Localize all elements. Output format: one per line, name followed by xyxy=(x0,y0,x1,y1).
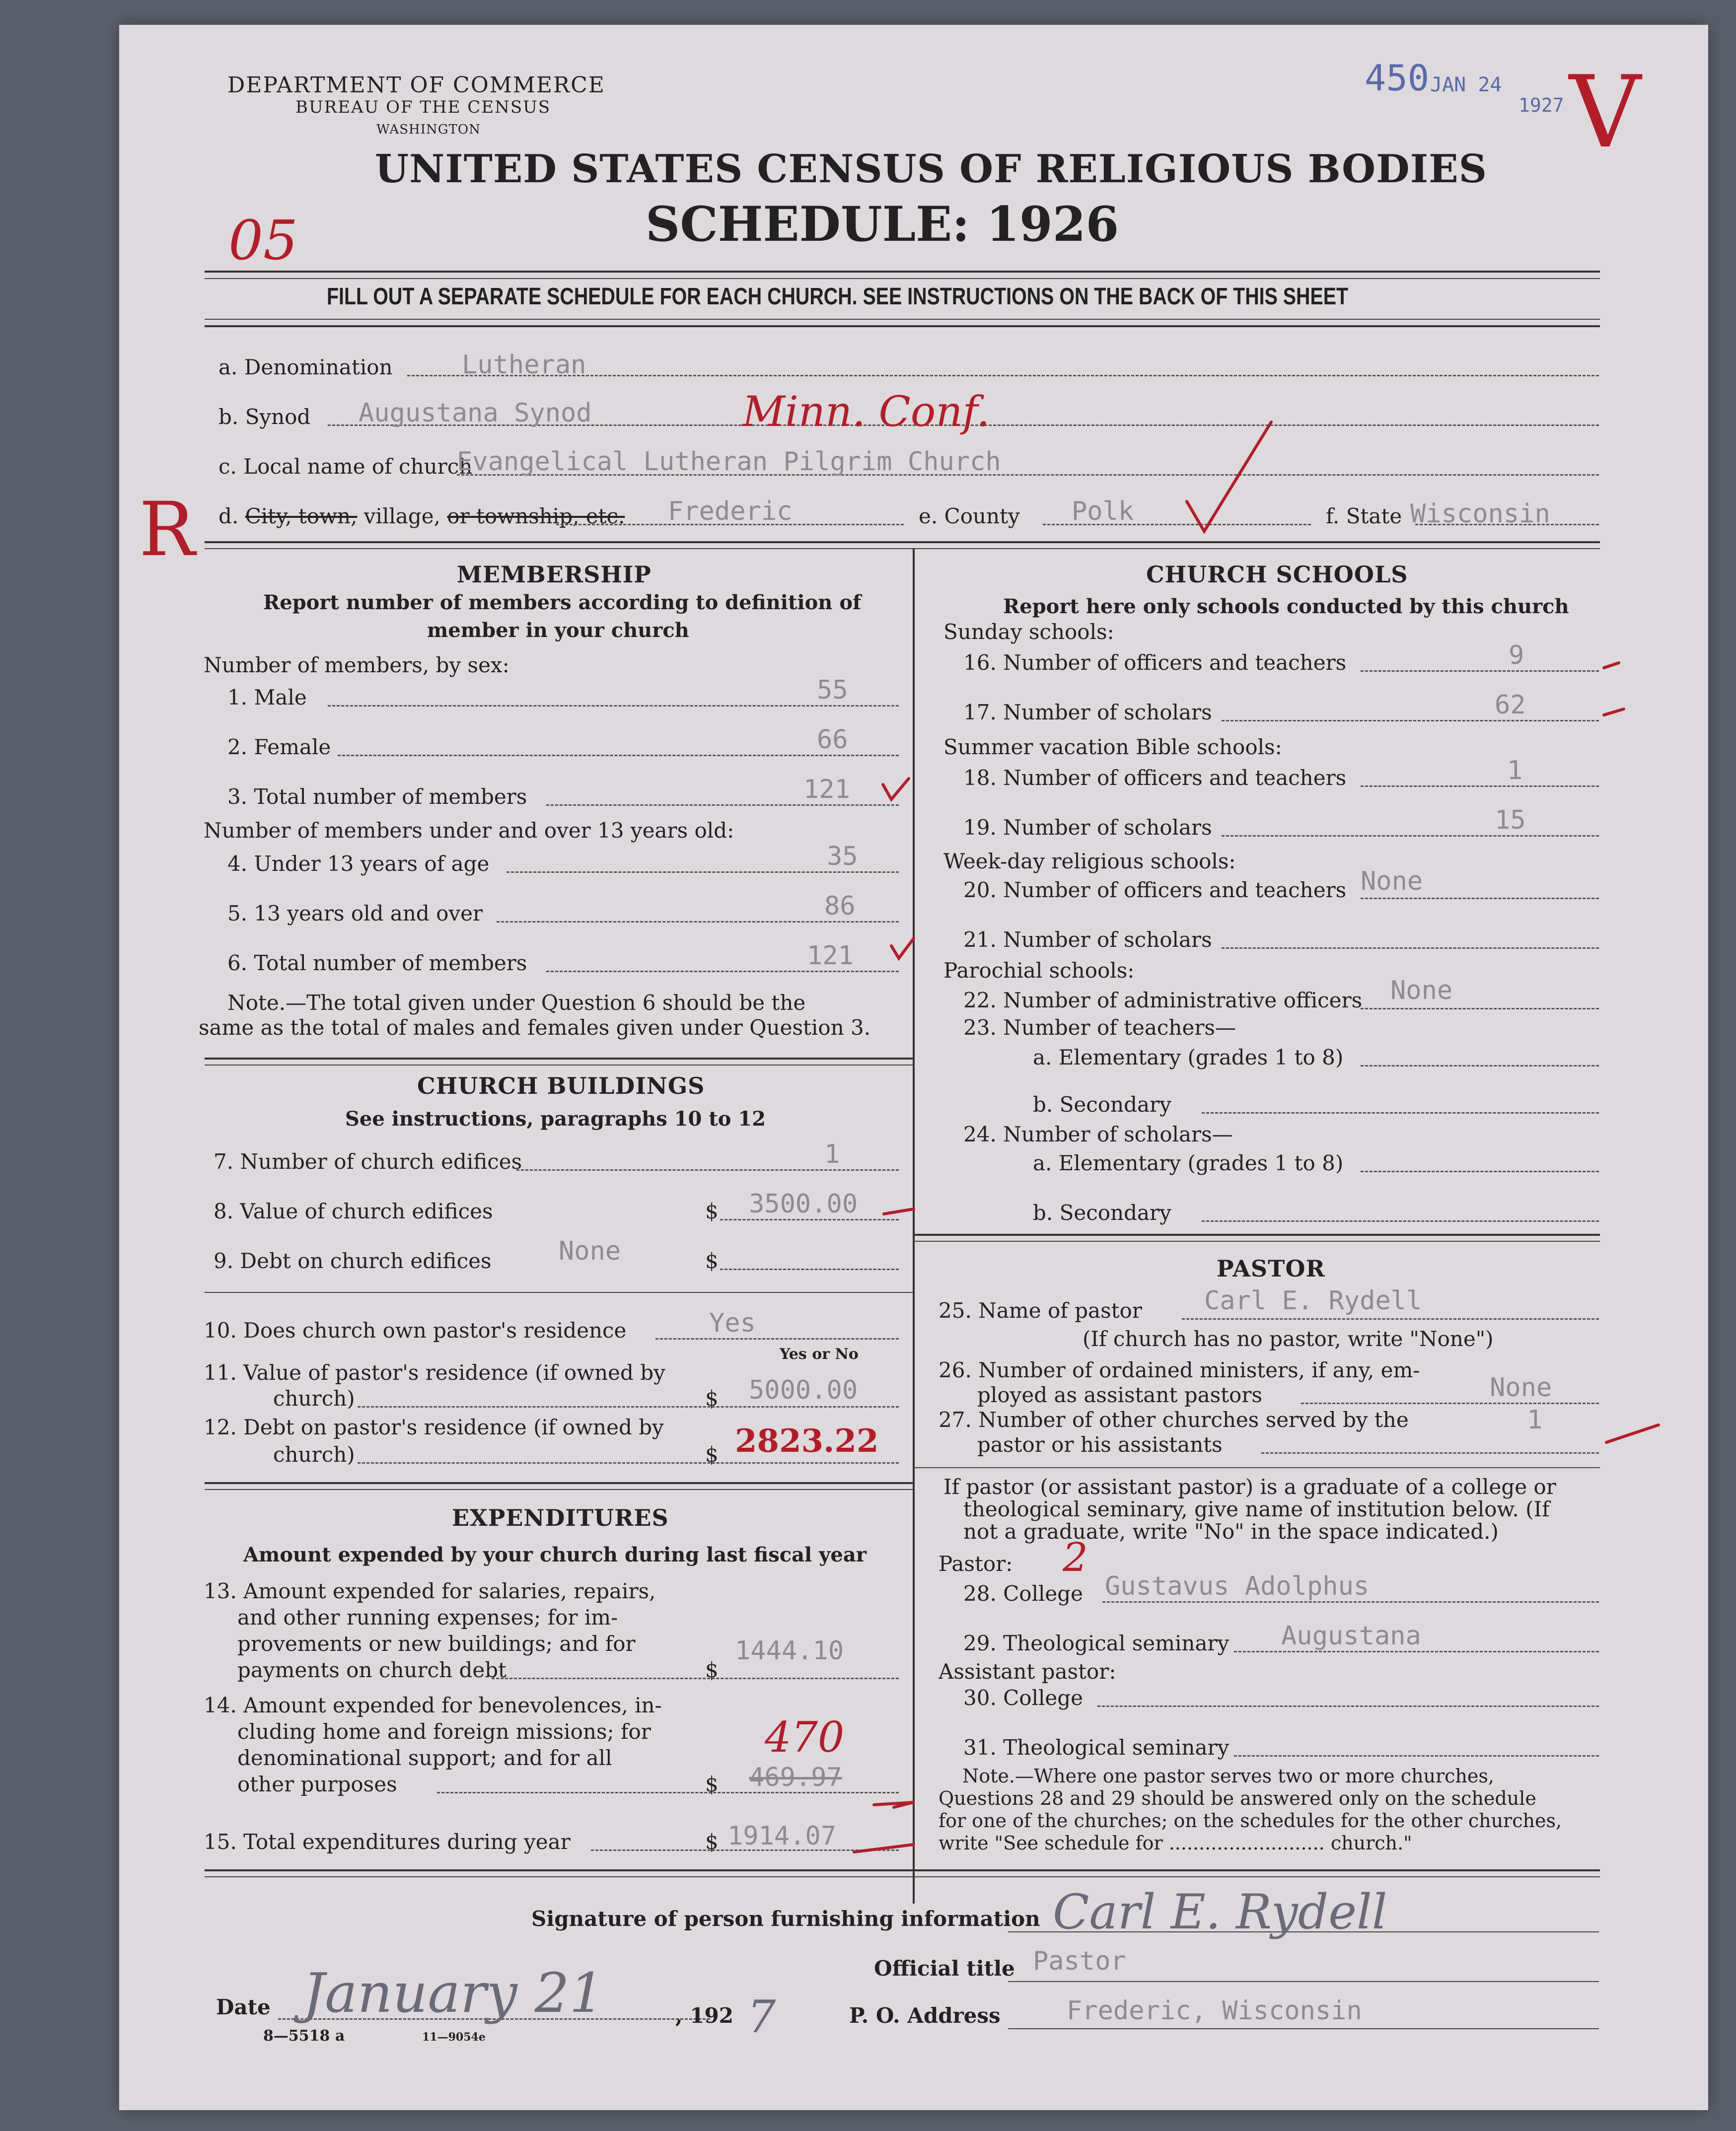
q11-label-2: church) xyxy=(273,1386,355,1411)
q20-value: None xyxy=(1361,866,1423,896)
pastor-note-line-4: write "See schedule for .......................... church." xyxy=(939,1832,1412,1854)
q16-value: 9 xyxy=(1509,640,1524,670)
official-title-value: Pastor xyxy=(1033,1946,1126,1976)
official-title-label: Official title xyxy=(874,1956,1015,1981)
q23b-label: b. Secondary xyxy=(1033,1092,1171,1117)
q11-label-1: 11. Value of pastor's residence (if owned by xyxy=(204,1360,665,1385)
q17-tick xyxy=(1604,709,1624,715)
q3-check-mark xyxy=(883,779,909,799)
date-label: Date xyxy=(216,1995,271,2019)
q11-value: 5000.00 xyxy=(749,1375,858,1405)
q5-value: 86 xyxy=(824,891,856,921)
q4-value: 35 xyxy=(827,842,858,871)
q8-label: 8. Value of church edifices xyxy=(214,1199,493,1223)
state-value: Wisconsin xyxy=(1410,499,1550,529)
membership-note-1: Note.—The total given under Question 6 should be the xyxy=(227,991,806,1015)
q8-value: 3500.00 xyxy=(749,1189,858,1219)
q25-hint: (If church has no pastor, write "None") xyxy=(1083,1327,1494,1351)
q1-label: 1. Male xyxy=(227,685,307,710)
q17-label: 17. Number of scholars xyxy=(963,700,1212,724)
q2-value: 66 xyxy=(817,725,848,755)
q29-label: 29. Theological seminary xyxy=(963,1631,1230,1655)
stamp-date: JAN 24 xyxy=(1430,73,1502,96)
q9-value: None xyxy=(559,1236,621,1266)
q26-value: None xyxy=(1490,1373,1552,1403)
buildings-instruction: See instructions, paragraphs 10 to 12 xyxy=(345,1107,766,1131)
q16-label: 16. Number of officers and teachers xyxy=(963,650,1347,675)
graduate-instruction-3: not a graduate, write "No" in the space indicated.) xyxy=(963,1519,1499,1544)
q14-red-correction: 470 xyxy=(765,1713,845,1762)
q14-underline xyxy=(874,1802,914,1807)
synod-red-annotation: Minn. Conf. xyxy=(742,387,990,436)
q13-value: 1444.10 xyxy=(735,1636,844,1666)
q11-dollar-sign: $ xyxy=(705,1386,719,1411)
membership-instruction-2: member in your church xyxy=(427,619,689,642)
q27-tick xyxy=(1606,1425,1659,1442)
membership-heading: MEMBERSHIP xyxy=(457,561,651,588)
q8-dollar-sign: $ xyxy=(705,1199,719,1223)
schedule-title: SCHEDULE: 1926 xyxy=(646,196,1119,252)
members-by-age-label: Number of members under and over 13 years old: xyxy=(204,818,734,843)
q8-tick xyxy=(884,1209,914,1214)
q30-label: 30. College xyxy=(963,1686,1084,1710)
q14-label-line-2: cluding home and foreign missions; for xyxy=(237,1719,651,1744)
q14-label-line-1: 14. Amount expended for benevolences, in- xyxy=(204,1693,662,1717)
assistant-pastor-label: Assistant pastor: xyxy=(939,1659,1116,1684)
year-prefix: , 192 xyxy=(675,2003,733,2028)
q2-label: 2. Female xyxy=(227,735,331,759)
q9-label: 9. Debt on church edifices xyxy=(214,1249,492,1273)
q20-label: 20. Number of officers and teachers xyxy=(963,878,1347,902)
form-title: UNITED STATES CENSUS OF RELIGIOUS BODIES xyxy=(375,146,1487,192)
department-name: DEPARTMENT OF COMMERCE xyxy=(227,72,605,98)
schools-heading: CHURCH SCHOOLS xyxy=(1146,561,1408,588)
church-name-label: c. Local name of church xyxy=(218,454,473,479)
graduate-instruction-1: If pastor (or assistant pastor) is a graduate of a college or xyxy=(943,1475,1556,1499)
print-number: 11—9054e xyxy=(422,2031,486,2044)
graduate-instruction-2: theological seminary, give name of institution below. (If xyxy=(963,1497,1550,1521)
q14-label-line-4: other purposes xyxy=(237,1772,397,1796)
q10-label: 10. Does church own pastor's residence xyxy=(204,1318,627,1343)
q7-value: 1 xyxy=(824,1139,840,1169)
q18-label: 18. Number of officers and teachers xyxy=(963,766,1347,790)
q6-check-mark xyxy=(891,938,914,958)
q15-dollar-sign: $ xyxy=(705,1830,719,1854)
q24b-label: b. Secondary xyxy=(1033,1201,1171,1225)
q22-label: 22. Number of administrative officers xyxy=(963,988,1363,1012)
q26-label-2: ployed as assistant pastors xyxy=(977,1383,1262,1407)
q9-dollar-sign: $ xyxy=(705,1249,719,1273)
pastor-red-mark: 2 xyxy=(1063,1534,1088,1580)
q15-label: 15. Total expenditures during year xyxy=(204,1830,571,1854)
po-address-value: Frederic, Wisconsin xyxy=(1067,1996,1362,2026)
denomination-label: a. Denomination xyxy=(218,355,393,379)
q15-value: 1914.07 xyxy=(727,1821,837,1851)
q13-label-line-2: and other running expenses; for im- xyxy=(237,1605,618,1630)
pastor-note-line-3: for one of the churches; on the schedules for the other churches, xyxy=(939,1810,1562,1832)
q13-label-line-3: provements or new buildings; and for xyxy=(237,1632,636,1656)
expenditures-heading: EXPENDITURES xyxy=(452,1504,669,1531)
state-label: f. State xyxy=(1326,504,1402,528)
q25-label: 25. Name of pastor xyxy=(939,1298,1142,1323)
q28-value: Gustavus Adolphus xyxy=(1105,1571,1370,1601)
q13-label-line-1: 13. Amount expended for salaries, repairs, xyxy=(204,1579,656,1603)
q22-value: None xyxy=(1390,976,1453,1005)
q19-label: 19. Number of scholars xyxy=(963,815,1212,840)
sunday-schools-label: Sunday schools: xyxy=(943,620,1114,644)
red-annotations-overlay xyxy=(119,25,1708,2110)
parochial-schools-label: Parochial schools: xyxy=(943,958,1135,983)
q12-dollar-sign: $ xyxy=(705,1442,719,1467)
q14-label-line-3: denominational support; and for all xyxy=(237,1746,612,1770)
q31-label: 31. Theological seminary xyxy=(963,1735,1230,1760)
q10-hint: Yes or No xyxy=(780,1346,859,1363)
denomination-value: Lutheran xyxy=(462,350,586,380)
members-by-sex-label: Number of members, by sex: xyxy=(204,653,509,677)
q27-value: 1 xyxy=(1527,1405,1543,1435)
year-digit: 7 xyxy=(747,1991,776,2043)
q1-value: 55 xyxy=(817,675,848,705)
weekday-schools-label: Week-day religious schools: xyxy=(943,849,1236,873)
county-value: Polk xyxy=(1072,497,1134,526)
stamp-number: 450 xyxy=(1365,57,1430,99)
q13-label-line-4: payments on church debt xyxy=(237,1658,506,1682)
summer-schools-label: Summer vacation Bible schools: xyxy=(943,735,1282,759)
q12-label-1: 12. Debt on pastor's residence (if owned by xyxy=(204,1415,664,1439)
signature-value: Carl E. Rydell xyxy=(1053,1884,1387,1940)
q3-label: 3. Total number of members xyxy=(227,784,527,809)
q23a-label: a. Elementary (grades 1 to 8) xyxy=(1033,1045,1344,1069)
q24a-label: a. Elementary (grades 1 to 8) xyxy=(1033,1151,1344,1175)
q12-value: 2823.22 xyxy=(735,1422,879,1460)
q6-value: 121 xyxy=(807,941,854,971)
pastor-heading: PASTOR xyxy=(1217,1255,1325,1282)
county-label: e. County xyxy=(919,504,1020,528)
red-code: 05 xyxy=(228,209,298,272)
q25-value: Carl E. Rydell xyxy=(1204,1286,1422,1316)
q29-value: Augustana xyxy=(1281,1621,1421,1651)
synod-label: b. Synod xyxy=(218,405,311,429)
buildings-heading: CHURCH BUILDINGS xyxy=(417,1072,705,1099)
q16-tick xyxy=(1604,663,1619,668)
membership-instruction-1: Report number of members according to definition of xyxy=(263,591,862,614)
census-form-sheet xyxy=(119,25,1708,2110)
q23-label: 23. Number of teachers— xyxy=(963,1015,1236,1040)
q4-label: 4. Under 13 years of age xyxy=(227,852,490,876)
stamp-year: 1927 xyxy=(1519,94,1564,116)
bureau-name: BUREAU OF THE CENSUS xyxy=(295,97,551,117)
q7-label: 7. Number of church edifices xyxy=(214,1149,522,1174)
q12-label-2: church) xyxy=(273,1442,355,1467)
q10-value: Yes xyxy=(709,1308,756,1338)
red-check-mark: V xyxy=(1569,55,1641,170)
q19-value: 15 xyxy=(1495,805,1526,835)
pastor-subsection-label: Pastor: xyxy=(939,1552,1013,1576)
locality-value: Frederic xyxy=(668,497,793,526)
county-check-mark xyxy=(1187,422,1271,531)
pastor-note-line-1: Note.—Where one pastor serves two or more churches, xyxy=(962,1765,1494,1787)
form-number: 8—5518 a xyxy=(263,2027,345,2045)
q6-label: 6. Total number of members xyxy=(227,951,527,975)
q26-label-1: 26. Number of ordained ministers, if any, em- xyxy=(939,1358,1420,1382)
q24-label: 24. Number of scholars— xyxy=(963,1122,1233,1146)
q14-value: 469.97 xyxy=(749,1763,842,1792)
membership-note-2: same as the total of males and females given under Question 3. xyxy=(199,1015,871,1040)
q3-value: 121 xyxy=(803,775,850,804)
q18-value: 1 xyxy=(1507,756,1523,785)
church-name-value: Evangelical Lutheran Pilgrim Church xyxy=(457,447,1001,477)
q5-label: 5. 13 years old and over xyxy=(227,901,483,925)
q13-dollar-sign: $ xyxy=(705,1658,719,1682)
signature-label: Signature of person furnishing information xyxy=(531,1907,1040,1931)
pastor-note-line-2: Questions 28 and 29 should be answered only on the schedule xyxy=(939,1787,1536,1809)
date-value: January 21 xyxy=(303,1961,604,2025)
q27-label-2: pastor or his assistants xyxy=(977,1432,1223,1457)
city-name: WASHINGTON xyxy=(376,122,481,137)
instruction-line: FILL OUT A SEPARATE SCHEDULE FOR EACH CHURCH. SEE INSTRUCTIONS ON THE BACK OF THIS SHEET xyxy=(327,284,1349,310)
synod-value: Augustana Synod xyxy=(359,398,592,428)
q17-value: 62 xyxy=(1495,690,1526,720)
red-r-mark: R xyxy=(139,487,195,573)
q21-label: 21. Number of scholars xyxy=(963,927,1212,952)
schools-instruction: Report here only schools conducted by this church xyxy=(1003,595,1569,618)
q15-underline xyxy=(854,1845,914,1852)
expenditures-instruction: Amount expended by your church during last fiscal year xyxy=(243,1543,867,1566)
locality-label: d. City, town, village, or township, etc. xyxy=(218,504,625,528)
q27-label-1: 27. Number of other churches served by the xyxy=(939,1408,1409,1432)
po-address-label: P. O. Address xyxy=(849,2003,1001,2028)
q28-label: 28. College xyxy=(963,1581,1084,1606)
q14-dollar-sign: $ xyxy=(705,1772,719,1796)
